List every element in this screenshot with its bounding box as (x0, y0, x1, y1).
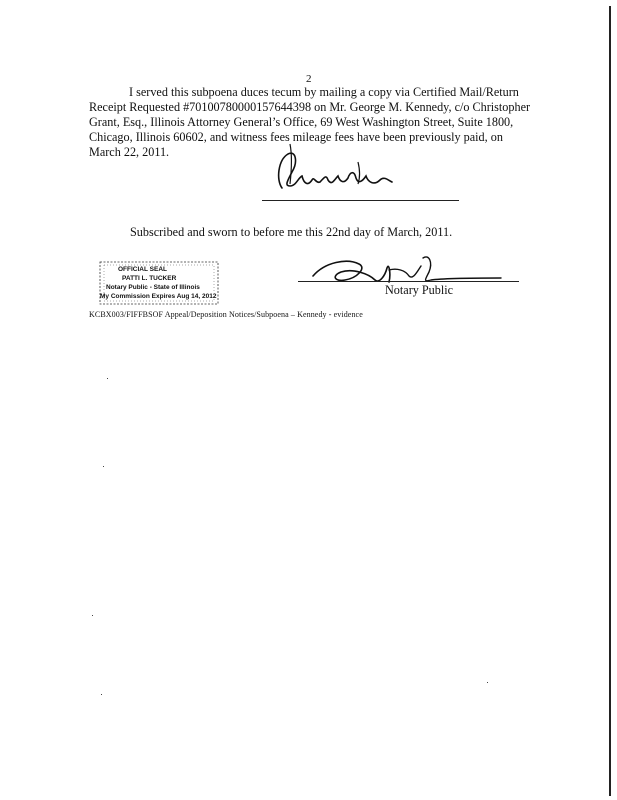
seal-name: PATTI L. TUCKER (122, 275, 177, 282)
seal-expiration: My Commission Expires Aug 14, 2012 (100, 293, 217, 300)
paragraph-line: Chicago, Illinois 60602, and witness fees mileage fees have been previously paid, on (89, 130, 503, 144)
notary-seal (92, 258, 222, 308)
server-signature-line (262, 200, 459, 201)
scan-speck (487, 682, 488, 683)
paragraph-line: I served this subpoena duces tecum by mailing a copy via Certified Mail/Return (129, 85, 519, 99)
server-signature (262, 140, 412, 200)
notary-signature-line (298, 281, 519, 282)
scan-speck (92, 615, 93, 616)
seal-state: Notary Public - State of Illinois (106, 284, 200, 291)
seal-title: OFFICIAL SEAL (118, 266, 167, 273)
scan-edge-line (609, 6, 611, 796)
scan-speck (107, 378, 108, 379)
sworn-statement: Subscribed and sworn to before me this 22nd day of March, 2011. (130, 225, 453, 239)
footer-file-path: KCBX003/FIFFBSOF Appeal/Deposition Notices/Subpoena – Kennedy - evidence (89, 310, 363, 319)
scan-speck (103, 466, 104, 467)
page-number: 2 (306, 73, 312, 85)
notary-public-label: Notary Public (385, 283, 454, 297)
paragraph-line: Receipt Requested #70100780000157644398 on Mr. George M. Kennedy, c/o Christopher (89, 100, 531, 114)
paragraph-line: March 22, 2011. (89, 145, 170, 159)
paragraph-line: Grant, Esq., Illinois Attorney General’s Office, 69 West Washington Street, Suite 1800, (89, 115, 514, 129)
scan-speck (101, 694, 102, 695)
